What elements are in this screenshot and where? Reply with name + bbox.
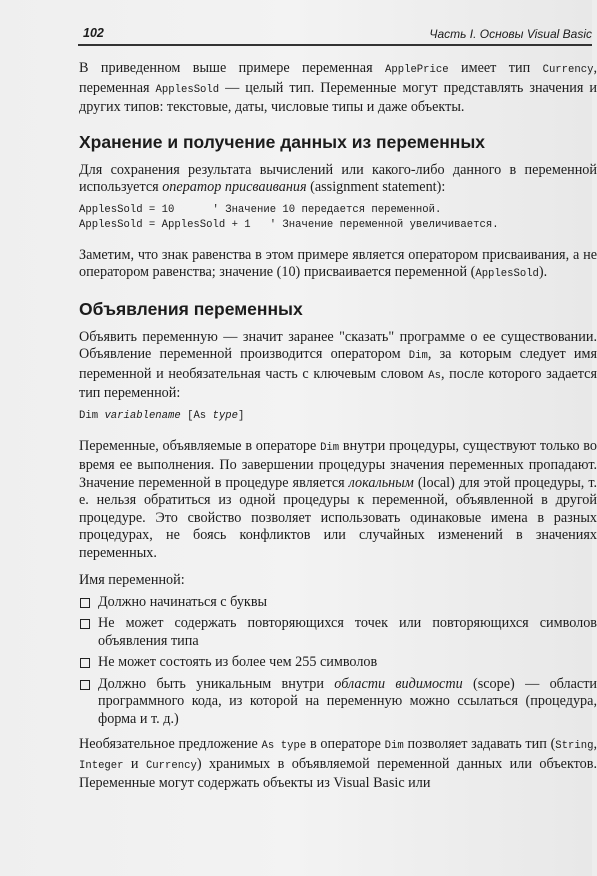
text-run: ) хранимых в объявляемой переменной данных или объектов. Переменные могут содержать объекты из Visual Basic или	[79, 755, 597, 791]
text-run: Заметим, что знак равенства в этом примере является оператором присваивания, а не оператором равенства; значение (10) присваивается переменной (	[79, 246, 597, 280]
code-line: ApplesSold = 10 ' Значение 10 передается переменной.	[79, 203, 442, 216]
text-run: внутри процедуры, существуют только во время ее выполнения. По завершении процедуры значения переменных пропадают. Значение переменной в процедуре является	[79, 437, 597, 491]
inline-code: Currency	[145, 759, 197, 772]
section-heading-declarations: Объявления переменных	[79, 298, 303, 319]
text-run: , за которым следует имя переменной и необязательная часть с ключевым словом	[79, 346, 597, 382]
inline-code: As	[428, 369, 441, 382]
code-line: ApplesSold = ApplesSold + 1 ' Значение переменной увеличивается.	[79, 218, 499, 231]
text-run: (assignment statement):	[306, 179, 446, 195]
inline-code: Currency	[542, 64, 594, 76]
text-run: имеет тип	[448, 60, 543, 76]
as-type-paragraph	[79, 736, 597, 793]
assignment-paragraph	[79, 162, 597, 197]
inline-code: ApplePrice	[385, 64, 449, 76]
checkbox-bullet-icon	[80, 658, 90, 668]
code-placeholder: type	[212, 409, 238, 422]
inline-code: Dim	[408, 350, 428, 362]
list-item-text: Должно начинаться с буквы	[98, 593, 268, 610]
text-run: Объявить переменную — значит заранее "сказать" программе о ее существовании. Объявление переменной производится оператором	[79, 328, 597, 362]
running-header	[78, 24, 592, 46]
list-item	[79, 676, 597, 729]
emphasis-term: локальным	[348, 474, 414, 491]
text-run: и	[123, 755, 146, 772]
declare-paragraph	[79, 329, 597, 403]
list-item	[79, 615, 597, 650]
syntax-line	[79, 409, 597, 424]
text-run: (local) для этой процедуры, т. е. нельзя обратиться из одной процедуры к переменной, объявленной в другой процедуре. Это свойство позволяет использовать одинаковые имена в разных процедурах, не боясь конфликтов или случайных изменений в значениях переменных.	[79, 474, 597, 561]
text-run: , переменная	[79, 60, 597, 96]
inline-code: String	[555, 740, 594, 752]
text-run: ,	[593, 736, 597, 752]
code-text: [As	[180, 409, 213, 422]
list-item	[79, 654, 597, 672]
checkbox-bullet-icon	[80, 598, 90, 608]
text-run: Переменные, объявляемые в операторе	[79, 437, 321, 454]
list-item-text: (scope) — области программного кода, из которой на переменную можно ссылаться (процедура, форма и т. д.)	[98, 675, 597, 727]
page-number: 102	[83, 26, 104, 40]
text-run: В приведенном выше примере переменная	[79, 60, 386, 76]
list-item-text: Не может состоять из более чем 255 символов	[98, 654, 378, 670]
code-keyword: Dim	[79, 409, 105, 422]
inline-code: As type	[261, 740, 307, 752]
checkbox-bullet-icon	[80, 619, 90, 629]
list-item-text: Не может содержать повторяющихся точек или повторяющихся символов объявления типа	[98, 615, 597, 649]
text-run: ).	[538, 264, 548, 280]
checkbox-bullet-icon	[80, 680, 90, 690]
text-run: в операторе	[306, 736, 385, 752]
page-body	[79, 60, 597, 803]
part-title: Часть I. Основы Visual Basic	[429, 27, 592, 41]
text-run: , после которого задается тип переменной:	[79, 365, 597, 401]
inline-code: Dim	[384, 740, 404, 752]
inline-code: Dim	[320, 441, 340, 454]
text-run: Для сохранения результата вычислений или какого-либо данного в переменной используется	[79, 161, 597, 195]
intro-paragraph	[79, 60, 597, 117]
code-text: ]	[237, 409, 245, 422]
emphasis-term: оператор присваивания	[162, 179, 307, 195]
naming-rules-list	[79, 594, 597, 729]
list-item	[79, 594, 597, 612]
text-run: — целый тип. Переменные могут представлять значения и других типов: текстовые, даты, числовые типы и даже объекты.	[79, 79, 597, 115]
inline-code: Integer	[79, 759, 124, 772]
inline-code: ApplesSold	[475, 268, 539, 280]
list-item-text: Должно быть уникальным внутри	[98, 675, 335, 692]
code-placeholder: variablename	[104, 409, 181, 422]
text-run: позволяет задавать тип (	[403, 736, 556, 752]
equals-note-paragraph	[79, 247, 597, 284]
section-heading-storage: Хранение и получение данных из переменных	[79, 131, 486, 152]
text-run: Необязательное предложение	[79, 736, 262, 752]
inline-code: ApplesSold	[155, 83, 220, 96]
code-example	[79, 203, 597, 233]
scope-paragraph	[79, 438, 597, 563]
list-intro: Имя переменной:	[79, 572, 185, 588]
emphasis-term: области видимости	[334, 675, 463, 692]
